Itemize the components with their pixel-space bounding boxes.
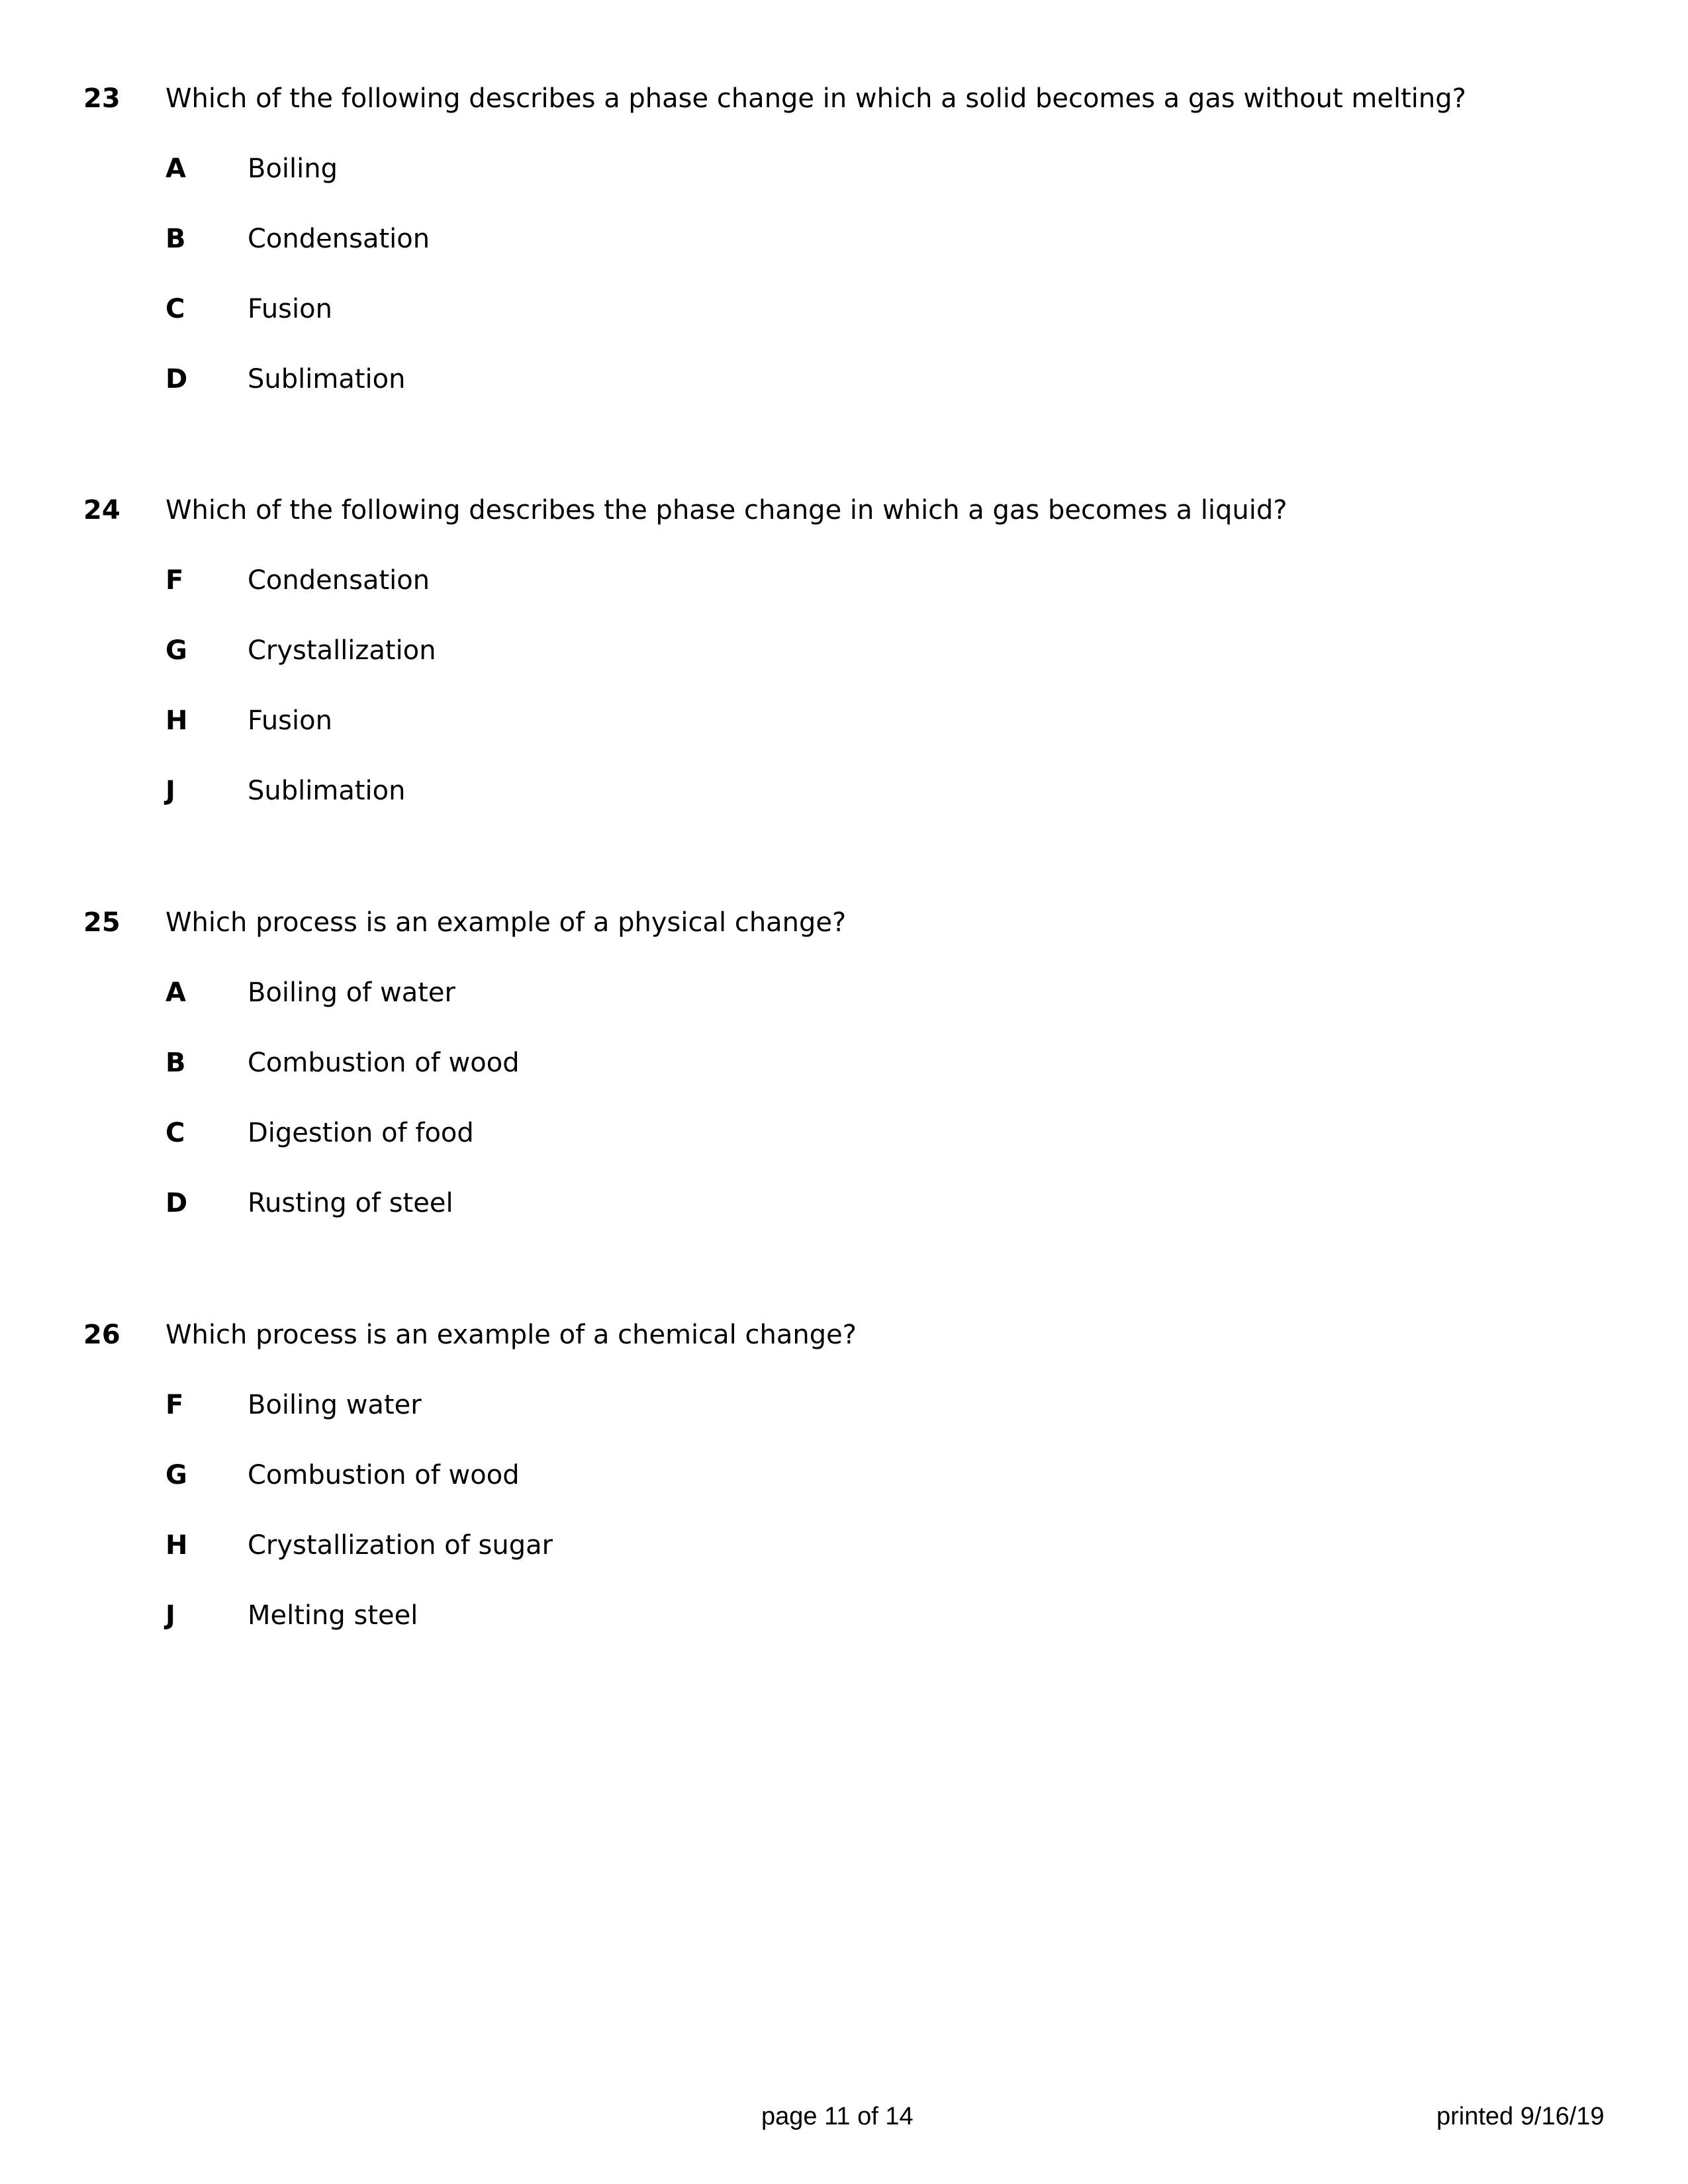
choice-letter: A: [165, 978, 186, 1008]
answer-choice: [0, 149, 1688, 189]
question-24: [0, 490, 1688, 811]
answer-choice: [0, 1183, 1688, 1223]
answer-choice: [0, 289, 1688, 329]
choice-text: Fusion: [248, 294, 332, 324]
choice-text: Sublimation: [248, 364, 406, 394]
question-number: 24: [83, 495, 120, 525]
choice-letter: G: [165, 635, 187, 666]
answer-choice: [0, 973, 1688, 1013]
choice-text: Boiling of water: [248, 978, 455, 1008]
question-text: Which process is an example of a physical change?: [165, 907, 847, 938]
choice-letter: B: [165, 1048, 186, 1078]
choice-text: Crystallization: [248, 635, 436, 666]
question-number: 23: [83, 83, 120, 114]
choice-text: Boiling: [248, 154, 338, 184]
choice-letter: F: [165, 1390, 184, 1420]
choice-text: Fusion: [248, 705, 332, 736]
choice-letter: D: [165, 1188, 188, 1218]
printed-date: printed 9/16/19: [1436, 2103, 1605, 2130]
question-text: Which process is an example of a chemical change?: [165, 1320, 857, 1350]
answer-choice: [0, 1043, 1688, 1083]
answer-choice: [0, 359, 1688, 399]
question-23: [0, 79, 1688, 399]
page-number: page 11 of 14: [761, 2103, 914, 2130]
choice-letter: H: [165, 1530, 188, 1561]
answer-choice: [0, 1455, 1688, 1495]
choice-letter: H: [165, 705, 188, 736]
question-number: 26: [83, 1320, 120, 1350]
choice-letter: J: [165, 1600, 175, 1631]
choice-letter: G: [165, 1460, 187, 1490]
choice-letter: F: [165, 565, 184, 596]
answer-choice: [0, 701, 1688, 741]
choice-text: Combustion of wood: [248, 1048, 520, 1078]
answer-choice: [0, 771, 1688, 811]
answer-choice: [0, 631, 1688, 670]
choice-text: Digestion of food: [248, 1118, 474, 1148]
answer-choice: [0, 1385, 1688, 1425]
choice-letter: D: [165, 364, 188, 394]
choice-text: Rusting of steel: [248, 1188, 453, 1218]
answer-choice: [0, 219, 1688, 259]
choice-letter: A: [165, 154, 186, 184]
choice-letter: B: [165, 224, 186, 254]
question-26: [0, 1315, 1688, 1635]
answer-choice: [0, 1525, 1688, 1565]
answer-choice: [0, 561, 1688, 600]
choice-text: Boiling water: [248, 1390, 422, 1420]
choice-text: Condensation: [248, 565, 430, 596]
choice-letter: J: [165, 776, 175, 806]
question-number: 25: [83, 907, 120, 938]
choice-text: Condensation: [248, 224, 430, 254]
choice-text: Combustion of wood: [248, 1460, 520, 1490]
choice-letter: C: [165, 1118, 185, 1148]
choice-text: Crystallization of sugar: [248, 1530, 553, 1561]
answer-choice: [0, 1596, 1688, 1635]
question-text: Which of the following describes a phase change in which a solid becomes a gas without melting?: [165, 83, 1466, 114]
choice-text: Melting steel: [248, 1600, 418, 1631]
answer-choice: [0, 1113, 1688, 1153]
choice-letter: C: [165, 294, 185, 324]
choice-text: Sublimation: [248, 776, 406, 806]
question-25: [0, 903, 1688, 1223]
question-text: Which of the following describes the phase change in which a gas becomes a liquid?: [165, 495, 1288, 525]
